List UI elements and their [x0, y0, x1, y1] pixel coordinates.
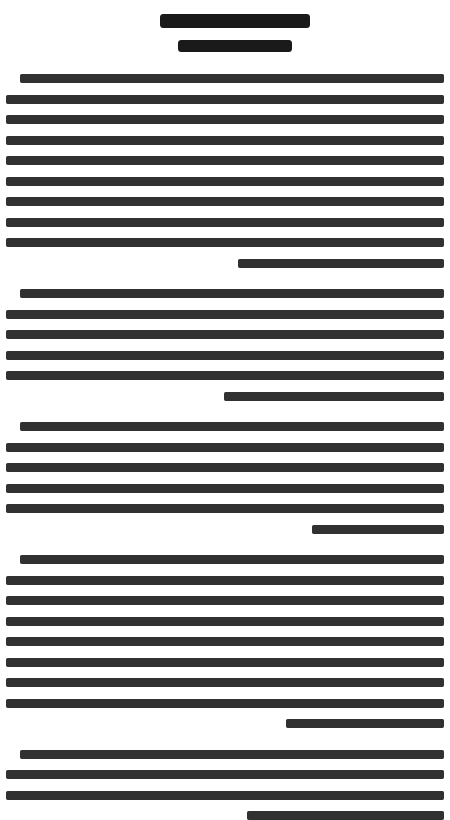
paragraph-line [20, 74, 444, 83]
paragraph-line [6, 95, 444, 104]
paragraph-line [6, 115, 444, 124]
paragraph-line [6, 463, 444, 472]
paragraph-line [6, 504, 444, 513]
paragraph-line [6, 310, 444, 319]
paragraph-line [6, 484, 444, 493]
paragraph-line [238, 259, 444, 268]
paragraph-line [286, 719, 444, 728]
article-byline [178, 40, 292, 52]
paragraph-line [6, 330, 444, 339]
paragraph-line [6, 678, 444, 687]
paragraph-line [6, 617, 444, 626]
paragraph-line [6, 443, 444, 452]
paragraph-line [6, 371, 444, 380]
paragraph-line [20, 289, 444, 298]
paragraph-line [6, 136, 444, 145]
paragraph-line [6, 218, 444, 227]
paragraph-line [6, 658, 444, 667]
paragraph-line [6, 791, 444, 800]
article-header [10, 6, 440, 60]
paragraph-line [20, 422, 444, 431]
paragraph-line [20, 750, 444, 759]
paragraph-line [6, 351, 444, 360]
article-body [6, 68, 444, 759]
paragraph-line [6, 177, 444, 186]
paragraph-line [20, 555, 444, 564]
paragraph-line [224, 392, 444, 401]
paragraph-line [6, 156, 444, 165]
paragraph-line [6, 197, 444, 206]
paragraph-line [6, 596, 444, 605]
paragraph-line [6, 699, 444, 708]
paragraph-line [247, 811, 444, 820]
paragraph-line [6, 238, 444, 247]
paragraph-line [312, 525, 444, 534]
paragraph-line [6, 770, 444, 779]
paragraph-line [6, 637, 444, 646]
article-title [160, 14, 310, 28]
paragraph-line [6, 576, 444, 585]
